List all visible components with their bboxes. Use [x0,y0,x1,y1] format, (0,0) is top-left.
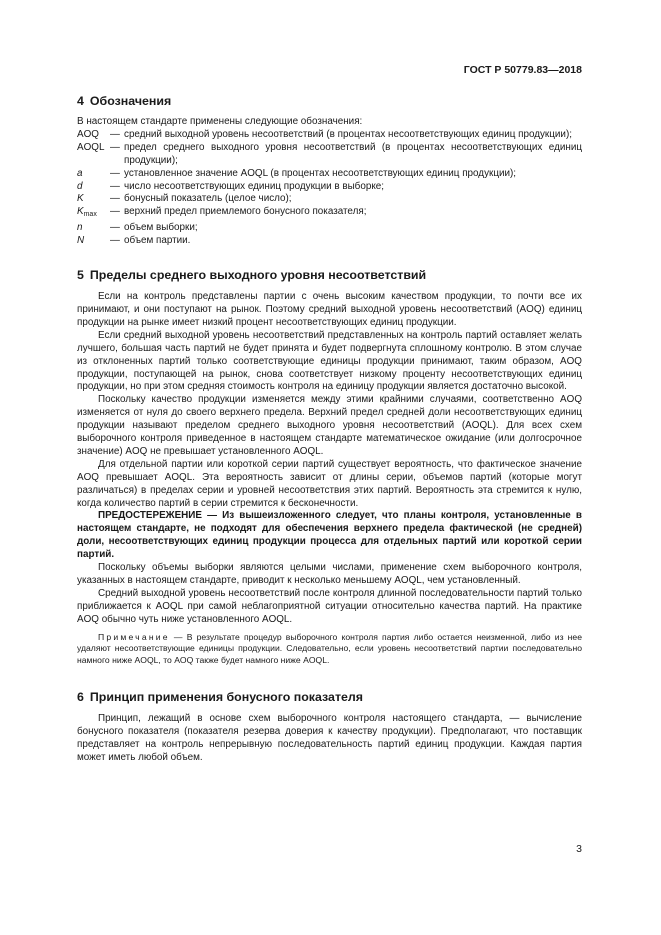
symbol-definition [77,222,582,235]
symbol-definition [77,129,582,142]
symbol-definition [77,193,582,206]
section-title: Пределы среднего выходного уровня несоответствий [89,268,427,283]
note-label: Примечание [98,631,170,642]
paragraph: Принцип, лежащий в основе схем выборочного контроля настоящего стандарта, — вычисление бонусного показателя (показателя резерва доверия к качеству продукции). Предполагают, что поставщик представляет на контроль непрерывную последовательность партий единиц продукции. Каждая партия может иметь любой объем. [77,713,582,764]
document-body [77,94,582,765]
symbol-subscript: max [83,211,97,219]
paragraph: Если на контроль представлены партии с очень высоким качеством продукции, то почти все их принимают, и они поступают на рынок. Поэтому средний выходной уровень несоответствий (AOQ) единиц продукции на рынке имеет низкий процент несоответствующих единиц продукции. [77,291,582,328]
symbol-term: d [77,180,83,192]
symbol-definition [77,168,582,181]
symbol-term: n [77,222,83,234]
symbol-description: объем выборки; [124,222,198,234]
symbol-term: a [77,167,83,179]
symbol-dash: — [110,128,120,140]
symbol-description: число несоответствующих единиц продукции в выборке; [124,180,384,192]
paragraph: Средний выходной уровень несоответствий после контроля длинной последовательности партий только приближается к AOQL при самой неблагоприятной ситуации относительно качества партий. На практике AOQ обычно чуть ниже установленного AOQL. [77,587,582,625]
paragraph: Если средний выходной уровень несоответствий представленных на контроль партий оставляет желать лучшего, большая часть партий не будет принята и будет подвергнута сплошному контролю. В этом случае из отклоненных партий только соответствующие единицы продукции принимают, таким образом, AOQ продукции, поступающей на рынок, снова соответствует низкому проценту несоответствующих единиц продукции, но при этом средняя стоимость контроля на единицу продукции является достаточно высокой. [77,329,582,393]
page-header: ГОСТ Р 50779.83—2018 [463,64,582,76]
warning-paragraph: ПРЕДОСТЕРЕЖЕНИЕ — Из вышеизложенного следует, что планы контроля, установленные в настоящем стандарте, не подходят для обеспечения верхнего предела фактической (не средней) доли, несоответствующих единиц продукции процесса для отдельных партий или короткой серии партий. [77,510,582,561]
symbol-description: верхний предел приемлемого бонусного показателя; [124,206,367,218]
note-paragraph [77,632,582,667]
paragraph: Поскольку объемы выборки являются целыми числами, применение схем выборочного контроля, указанных в настоящем стандарте, приводит к несколько меньшему AOQL, чем установленный. [77,562,582,586]
symbol-dash: — [110,193,120,205]
section-number: 5 [77,268,84,283]
symbol-dash: — [110,180,120,192]
symbol-dash: — [110,222,120,234]
section-4-heading [77,94,582,109]
section-6-body [77,713,582,765]
paragraph: Поскольку качество продукции изменяется между этими крайними случаями, соответственно AOQ изменяется от нуля до своего верхнего предела. Верхний предел средней доли несоответствующих единиц продукции называют пределом среднего выходного уровня несоответствий (AOQL). Для всех схем выборочного контроля приведенное в настоящем стандарте математическое ожидание (или долгосрочное значение) AOQ не превышает установленного AOQL. [77,394,582,457]
symbol-definition [77,206,582,222]
symbol-dash: — [110,235,120,247]
symbol-term: AOQ [77,128,99,140]
symbol-term-base: K [77,206,84,218]
symbol-description: объем партии. [124,235,191,247]
symbol-definition [77,235,582,248]
note-text: — В результате процедур выборочного контроля партия либо остается неизменной, либо из нее удаляют несоответствующие единицы продукции. Следовательно, если уровень несоответствий партии последовательно намного ниже AOQL, то AOQ также будет намного ниже AOQL. [77,631,582,665]
symbol-description: средний выходной уровень несоответствий (в процентах несоответствующих единиц продукции); [124,128,572,140]
symbol-definition [77,181,582,194]
section-5-heading [77,268,582,283]
symbol-term: N [77,235,85,247]
symbol-term: AOQL [77,141,105,153]
symbol-description: установленное значение AOQL (в процентах несоответствующих единиц продукции); [124,167,517,179]
section-title: Принцип применения бонусного показателя [89,690,364,705]
section-title: Обозначения [89,94,172,108]
symbols-intro: В настоящем стандарте применены следующие обозначения: [77,116,363,127]
symbol-dash: — [110,167,120,179]
section-number: 6 [77,690,84,705]
symbol-dash: — [110,206,120,218]
symbol-description: бонусный показатель (целое число); [124,193,292,205]
symbol-term: K [77,193,84,205]
page-number: 3 [576,843,582,855]
symbol-definition [77,142,582,168]
symbols-list [77,129,582,248]
section-number: 4 [77,94,84,108]
symbol-dash: — [110,141,120,153]
paragraph: Для отдельной партии или короткой серии партий существует вероятность, что фактическое значение AOQ превышает AOQL. Эта вероятность зависит от длины серии, объемов партий (которые могут различаться) в пределах серии и уровней несоответствия этих партий. Вероятность эта стремится к нулю, когда количество партий в серии стремится к бесконечности. [77,458,582,509]
symbol-term [77,206,110,222]
section-5-body [77,291,582,666]
symbol-description: предел среднего выходного уровня несоответствий (в процентах несоответствующих единиц продукции); [124,141,582,166]
section-6-heading [77,690,582,705]
